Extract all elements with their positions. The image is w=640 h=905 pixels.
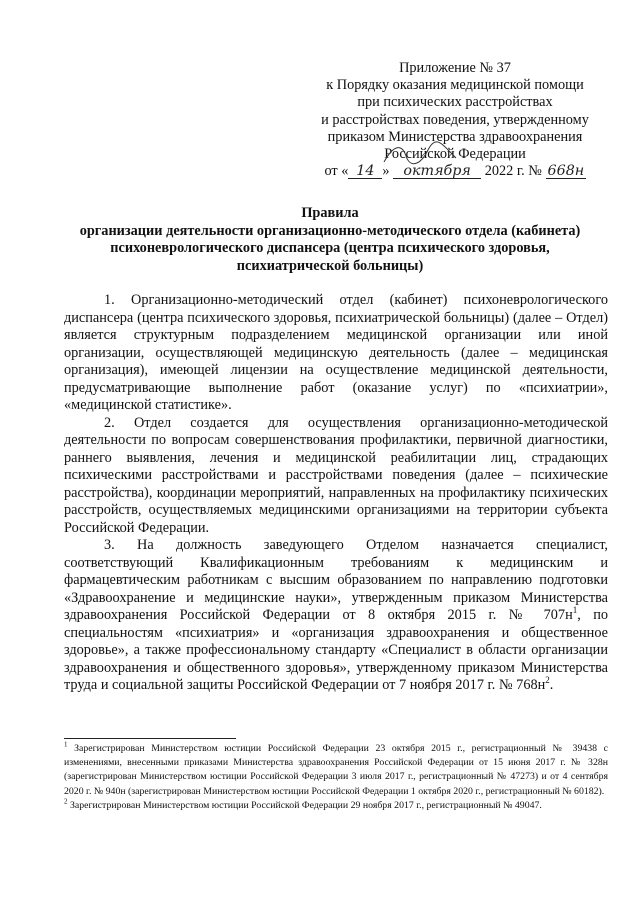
footnote-divider [64,738,236,739]
header-line: при психических расстройствах [357,94,553,111]
handwritten-day: 14 [348,164,382,179]
paragraph-3-part-a: 3. На должность заведующего Отделом назначается специалист, соответствующий Квалификационным требованиям к медицинским и фармацевтическим работникам с высшим образованием по направлению подготовки «Здравоохранение и медицинские науки», утвержденным приказом Министерства здравоохранения Российской Федерации от 8 октября 2015 г. № 707н [64,537,608,623]
footnote-2 [64,799,608,813]
footnote-2-text: Зарегистрирован Министерством юстиции Российской Федерации 29 ноября 2017 г., регистрационный № 49047. [67,799,542,811]
title-heading: Правила [301,205,359,221]
paragraph-3-part-c: . [549,677,554,693]
title-line: психиатрической больницы) [236,257,424,274]
header-line: к Порядку оказания медицинской помощи [326,77,584,94]
title-line: психоневрологического диспансера (центра психического здоровья, [110,240,550,257]
date-prefix: от « [324,163,349,180]
footnote-ref-1: 1 [572,605,578,616]
handwritten-order-number: 668н [547,163,585,180]
date-mid: » [382,163,390,180]
paragraph-1: 1. Организационно-методический отдел (кабинет) психоневрологического диспансера (центра психического здоровья, психиатрической больницы) (далее – Отдел) является структурным подразделением медицинской организации или иной организации, осуществляющей медицинскую деятельность (далее – медицинская организация), имеющей лицензии на осуществление медицинской деятельности, предусматривающие выполнение работ (оказание услуг) по «психиатрии», «медицинской статистике». [64,292,608,413]
header-line: и расстройствах поведения, утвержденному [321,111,589,128]
paragraph-3-part-b: , по специальностям «психиатрия» и «организация здравоохранения и общественное здоровье», а также профессиональному стандарту «Специалист в области организации здравоохранения и общественного здоровья», утвержденному приказом Министерства труда и социальной защиты Российской Федерации от 7 ноября 2017 г. № 768н [64,607,608,693]
footnote-mark-2: 2 [64,797,68,806]
header-line: Приложение № 37 [399,60,511,76]
footnote-mark-1: 1 [64,740,68,749]
date-year: 2022 г. № [484,163,542,180]
footnotes [64,742,608,813]
document-title [60,205,600,275]
footnote-1-text: Зарегистрирован Министерством юстиции Российской Федерации 23 октября 2015 г., регистрационный № 39438 с изменениями, внесенными приказами Министерства здравоохранения Российской Федерации от 15 июня 2017 г. № 328н (зарегистрирован Министерством юстиции Российской Федерации 3 июля 2017 г., регистрационный № 47273) и от 4 сентября 2020 г. № 940н (зарегистрирован Министерством юстиции Российской Федерации 1 октября 2020 г., регистрационный № 60182). [64,743,608,797]
header-line: Российской Федерации [384,146,526,163]
footnote-1 [64,742,608,799]
title-line: организации деятельности организационно-методического отдела (кабинета) [79,222,581,239]
handwritten-month: октября [393,164,481,179]
header-line: приказом Министерства здравоохранения [327,128,583,145]
signature-mark [380,140,460,170]
paragraph-3 [64,537,608,695]
footnote-ref-2: 2 [545,675,550,686]
document-body [64,292,608,695]
paragraph-2: 2. Отдел создается для осуществления организационно-методической деятельности по вопросам совершенствования профилактики, первичной диагностики, раннего выявления, лечения и медицинской реабилитации лиц, страдающих психическими расстройствами и расстройствами поведения (далее – психические расстройства), координации мероприятий, направленных на профилактику психических расстройств, осуществляемых медицинскими организациями на территории субъекта Российской Федерации. [64,414,608,536]
